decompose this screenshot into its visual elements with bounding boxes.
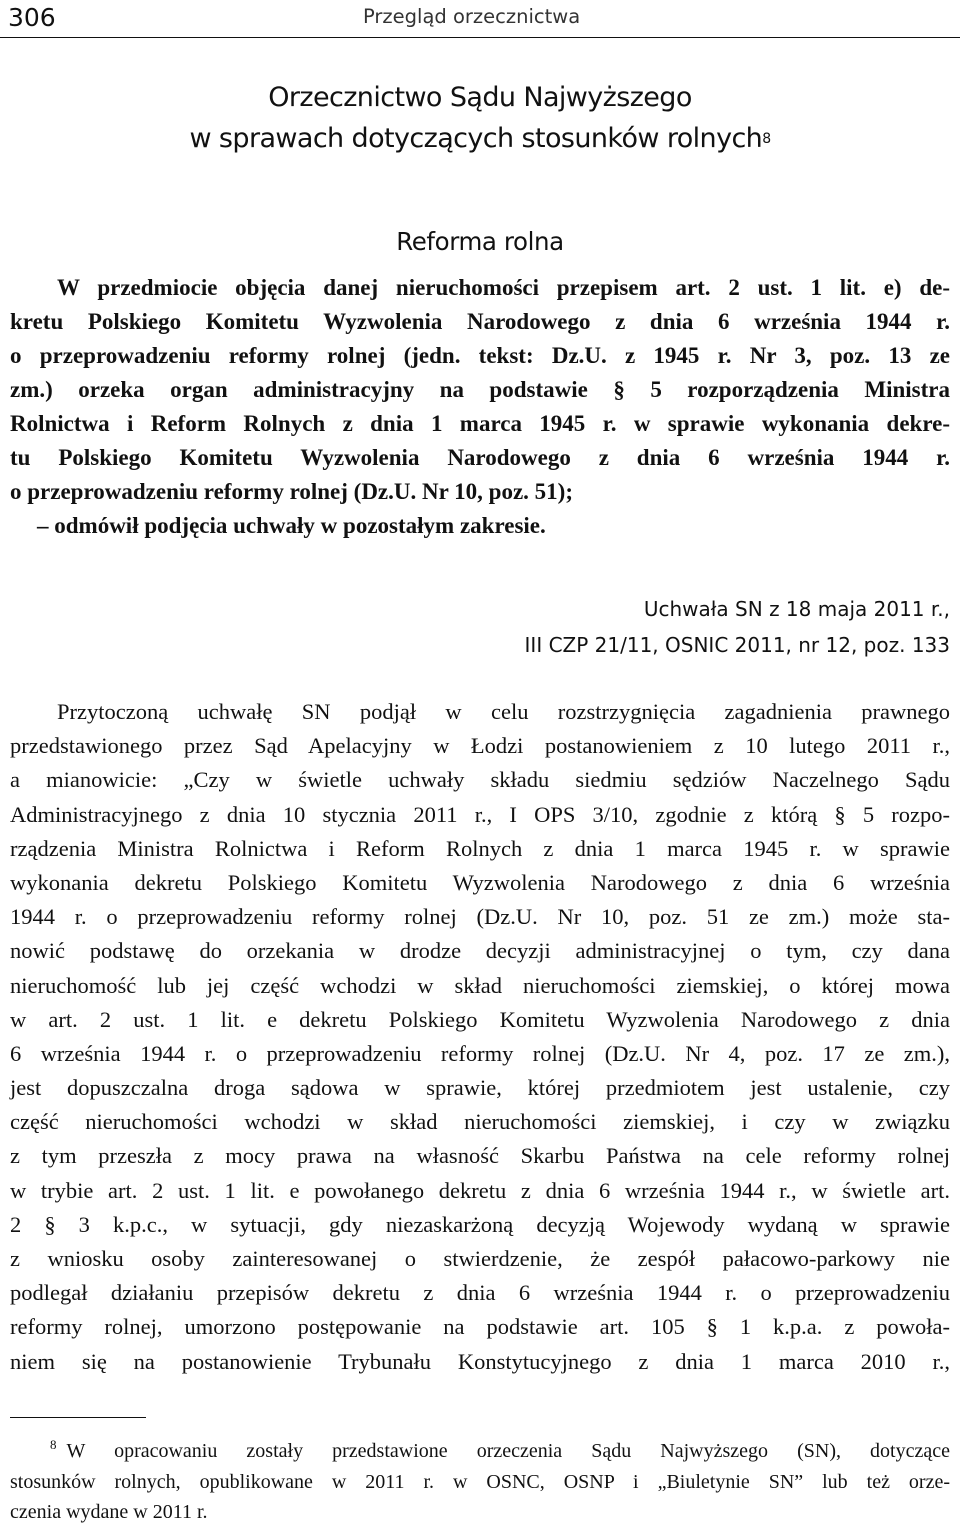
thesis-line: tu Polskiego Komitetu Wyzwolenia Narodowego z dnia 6 września 1944 r. xyxy=(10,445,950,470)
thesis-line: zm.) orzeka organ administracyjny na podstawie § 5 rozporządzenia Ministra xyxy=(10,377,950,402)
body-text xyxy=(10,695,950,1379)
running-title: Przegląd orzecznictwa xyxy=(363,5,581,28)
article-title-line-2-text: w sprawach dotyczących stosunków rolnych xyxy=(189,123,763,154)
article-title-line-1: Orzecznictwo Sądu Najwyższego xyxy=(268,82,692,113)
body-line: z tym przeszła z mocy prawa na własność Skarbu Państwa na cele reformy rolnej xyxy=(10,1143,950,1169)
body-line: Przytoczoną uchwałę SN podjął w celu rozstrzygnięcia zagadnienia prawnego xyxy=(57,699,950,724)
footnote xyxy=(10,1436,950,1528)
section-title: Reforma rolna xyxy=(396,227,564,256)
body-line: w art. 2 ust. 1 lit. e dekretu Polskiego Komitetu Wyzwolenia Narodowego z dnia xyxy=(10,1006,950,1032)
body-line: rządzenia Ministra Rolnictwa i Reform Rolnych z dnia 1 marca 1945 r. w sprawie xyxy=(10,835,950,861)
footnote-line: stosunków rolnych, opublikowane w 2011 r. w OSNC, OSNP i „Biuletynie SN” lub też orze- xyxy=(10,1470,950,1493)
body-line: niem się na postanowienie Trybunału Konstytucyjnego z dnia 1 marca 2010 r., xyxy=(10,1348,950,1374)
body-line: z wniosku osoby zainteresowanej o stwierdzenie, że zespół pałacowo-parkowy nie xyxy=(10,1246,950,1271)
body-line: część nieruchomości wchodzi w skład nieruchomości ziemskiej, i czy w związku xyxy=(10,1109,950,1135)
footnote-line-text: W opracowaniu zostały przedstawione orzeczenia Sądu Najwyższego (SN), dotyczące xyxy=(66,1440,950,1462)
body-line: 1944 r. o przeprowadzeniu reformy rolnej (Dz.U. Nr 10, poz. 51 ze zm.) może sta- xyxy=(10,904,950,930)
body-line: 6 września 1944 r. o przeprowadzeniu reformy rolnej (Dz.U. Nr 4, poz. 17 ze zm.), xyxy=(10,1040,950,1066)
body-line: Administracyjnego z dnia 10 stycznia 2011 r., I OPS 3/10, zgodnie z którą § 5 rozpo- xyxy=(10,801,950,827)
footnote-separator xyxy=(10,1417,146,1418)
citation-line-2: III CZP 21/11, OSNIC 2011, nr 12, poz. 133 xyxy=(524,633,950,657)
footnote-line: czenia wydane w 2011 r. xyxy=(10,1501,208,1523)
body-line: nieruchomość lub jej część wchodzi w skład nieruchomości ziemskiej, o której mowa xyxy=(10,972,950,998)
page-number: 306 xyxy=(8,3,56,32)
footnote-line xyxy=(10,1436,950,1467)
thesis-line: o przeprowadzeniu reformy rolnej (jedn. tekst: Dz.U. z 1945 r. Nr 3, poz. 13 ze xyxy=(10,343,950,368)
body-line: wykonania dekretu Polskiego Komitetu Wyzwolenia Narodowego z dnia 6 września xyxy=(10,869,950,895)
body-line: przedstawionego przez Sąd Apelacyjny w Łodzi postanowieniem z 10 lutego 2011 r., xyxy=(10,733,950,759)
thesis xyxy=(10,271,950,543)
article-title-line-2 xyxy=(0,123,960,154)
body-line: a mianowicie: „Czy w świetle uchwały składu siedmiu sędziów Naczelnego Sądu xyxy=(10,767,950,793)
body-line: w trybie art. 2 ust. 1 lit. e powołanego dekretu z dnia 6 września 1944 r., w świetle art. xyxy=(10,1177,950,1203)
thesis-line: – odmówił podjęcia uchwały w pozostałym zakresie. xyxy=(37,513,546,538)
body-line: nowić podstawę do orzekania w drodze decyzji administracyjnej o tym, czy dana xyxy=(10,938,950,964)
citation-line-1: Uchwała SN z 18 maja 2011 r., xyxy=(643,597,950,621)
footnote-marker: 8 xyxy=(50,1437,57,1452)
thesis-line: Rolnictwa i Reform Rolnych z dnia 1 marca 1945 r. w sprawie wykonania dekre- xyxy=(10,411,950,436)
thesis-line: kretu Polskiego Komitetu Wyzwolenia Narodowego z dnia 6 września 1944 r. xyxy=(10,309,950,334)
thesis-line: o przeprowadzeniu reformy rolnej (Dz.U. Nr 10, poz. 51); xyxy=(10,479,573,504)
body-line: podlegał działaniu przepisów dekretu z dnia 6 września 1944 r. o przeprowadzeniu xyxy=(10,1280,950,1306)
body-line: 2 § 3 k.p.c., w sytuacji, gdy niezaskarżoną decyzją Wojewody wydaną w sprawie xyxy=(10,1211,950,1237)
footnote-reference[interactable]: 8 xyxy=(762,131,771,147)
thesis-line: W przedmiocie objęcia danej nieruchomości przepisem art. 2 ust. 1 lit. e) de- xyxy=(57,275,950,300)
running-header xyxy=(0,0,960,38)
body-line: jest dopuszczalna droga sądowa w sprawie, której przedmiotem jest ustalenie, czy xyxy=(10,1075,950,1101)
body-line: reformy rolnej, umorzono postępowanie na podstawie art. 105 § 1 k.p.a. z powoła- xyxy=(10,1314,950,1340)
